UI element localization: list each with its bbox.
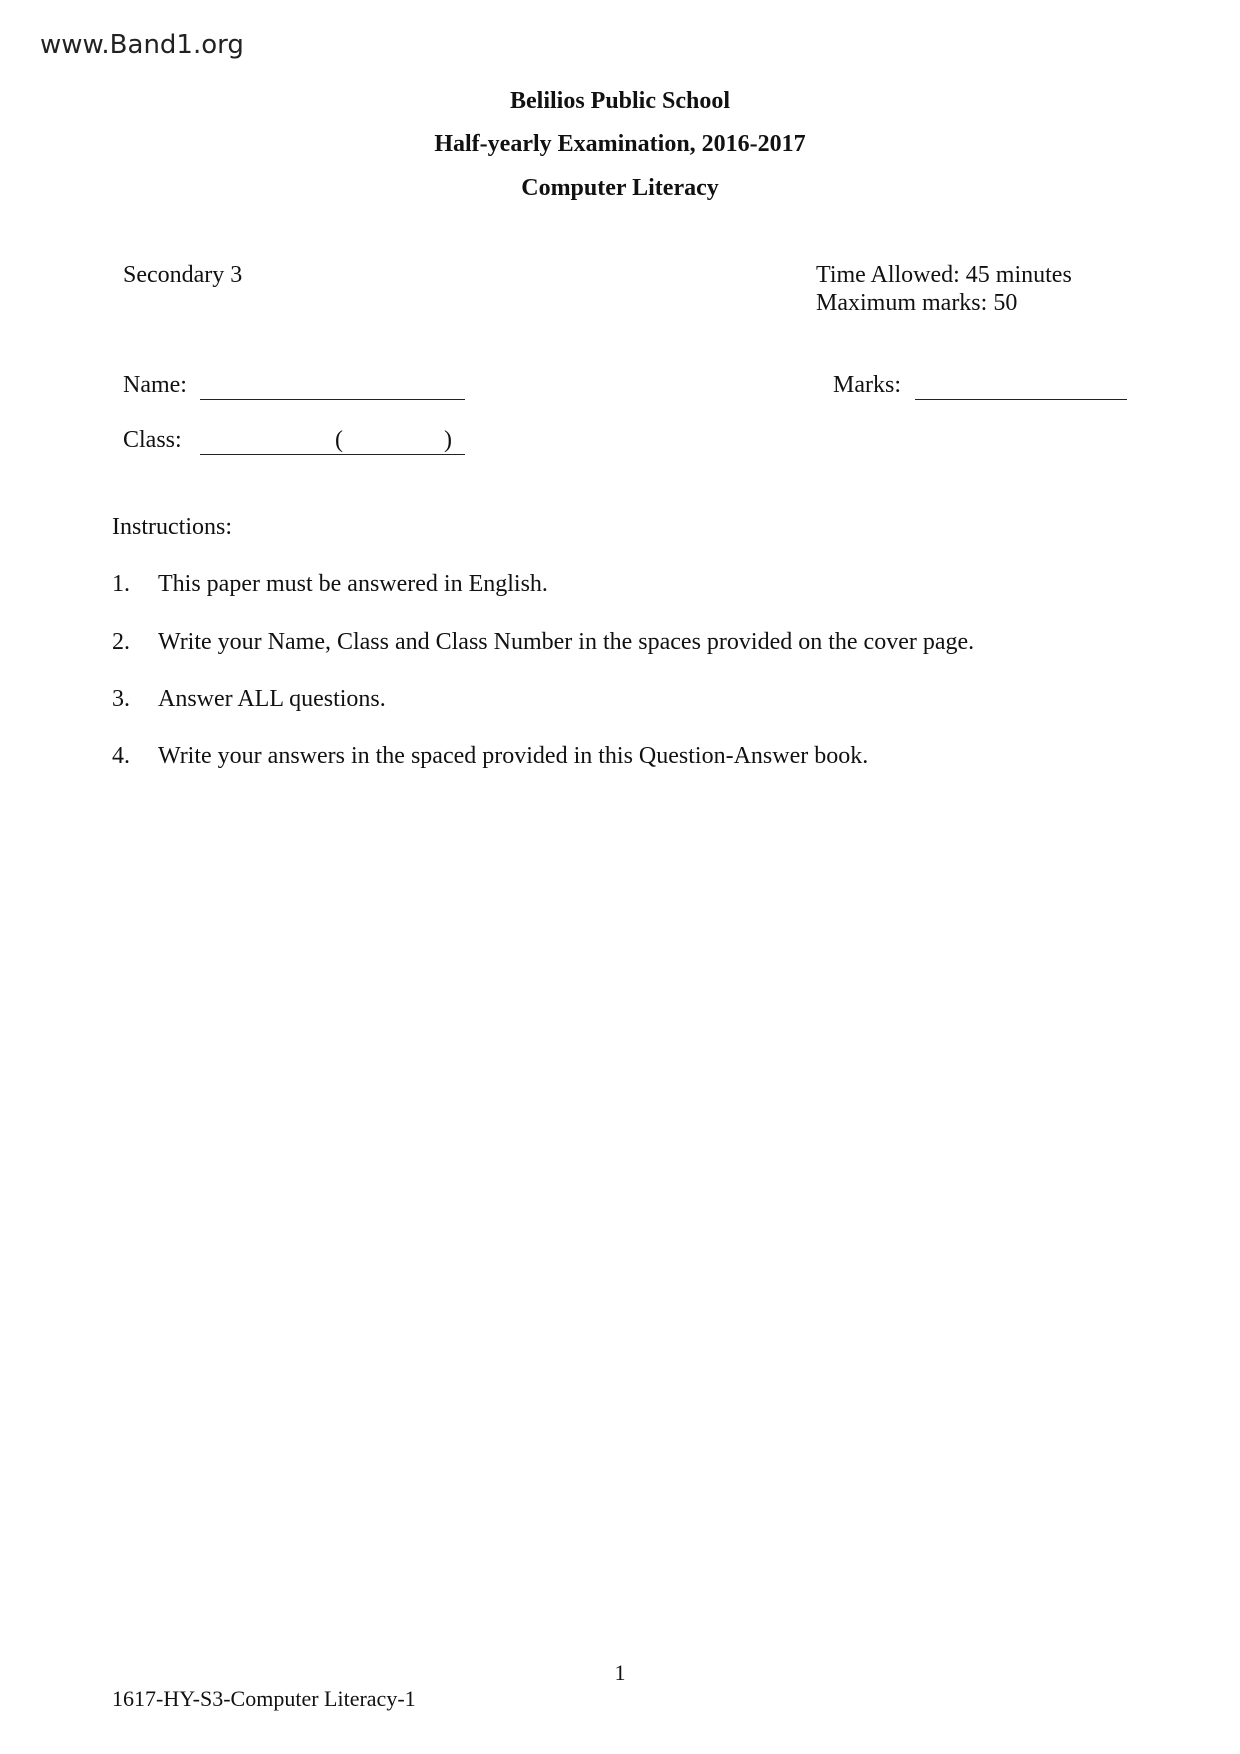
- level-text: Secondary 3: [123, 262, 243, 288]
- instruction-number: 4.: [112, 743, 130, 769]
- name-label: Name:: [123, 372, 187, 398]
- class-number-open-paren: (: [335, 427, 343, 453]
- exam-title: Half-yearly Examination, 2016-2017: [434, 131, 806, 157]
- instructions-title: Instructions:: [112, 514, 232, 540]
- class-label: Class:: [123, 427, 182, 453]
- name-input-line[interactable]: [200, 399, 465, 400]
- class-number-close-paren: ): [444, 427, 452, 453]
- instruction-text: Answer ALL questions.: [158, 686, 386, 712]
- page-number: 1: [614, 1660, 626, 1685]
- marks-label: Marks:: [833, 372, 901, 398]
- instruction-number: 1.: [112, 571, 130, 597]
- class-input-line[interactable]: [200, 454, 465, 455]
- marks-input-line[interactable]: [915, 399, 1127, 400]
- instruction-text: Write your answers in the spaced provided in this Question-Answer book.: [158, 743, 869, 769]
- instruction-text: Write your Name, Class and Class Number in the spaces provided on the cover page.: [158, 629, 975, 655]
- instruction-number: 2.: [112, 629, 130, 655]
- instruction-text: This paper must be answered in English.: [158, 571, 548, 597]
- watermark: www.Band1.org: [40, 30, 244, 60]
- subject-title: Computer Literacy: [521, 175, 719, 201]
- school-name: Belilios Public School: [509, 88, 731, 114]
- time-allowed-text: Time Allowed: 45 minutes: [816, 262, 1072, 288]
- max-marks-text: Maximum marks: 50: [816, 290, 1018, 316]
- instruction-number: 3.: [112, 686, 130, 712]
- footer-code: 1617-HY-S3-Computer Literacy-1: [112, 1686, 416, 1711]
